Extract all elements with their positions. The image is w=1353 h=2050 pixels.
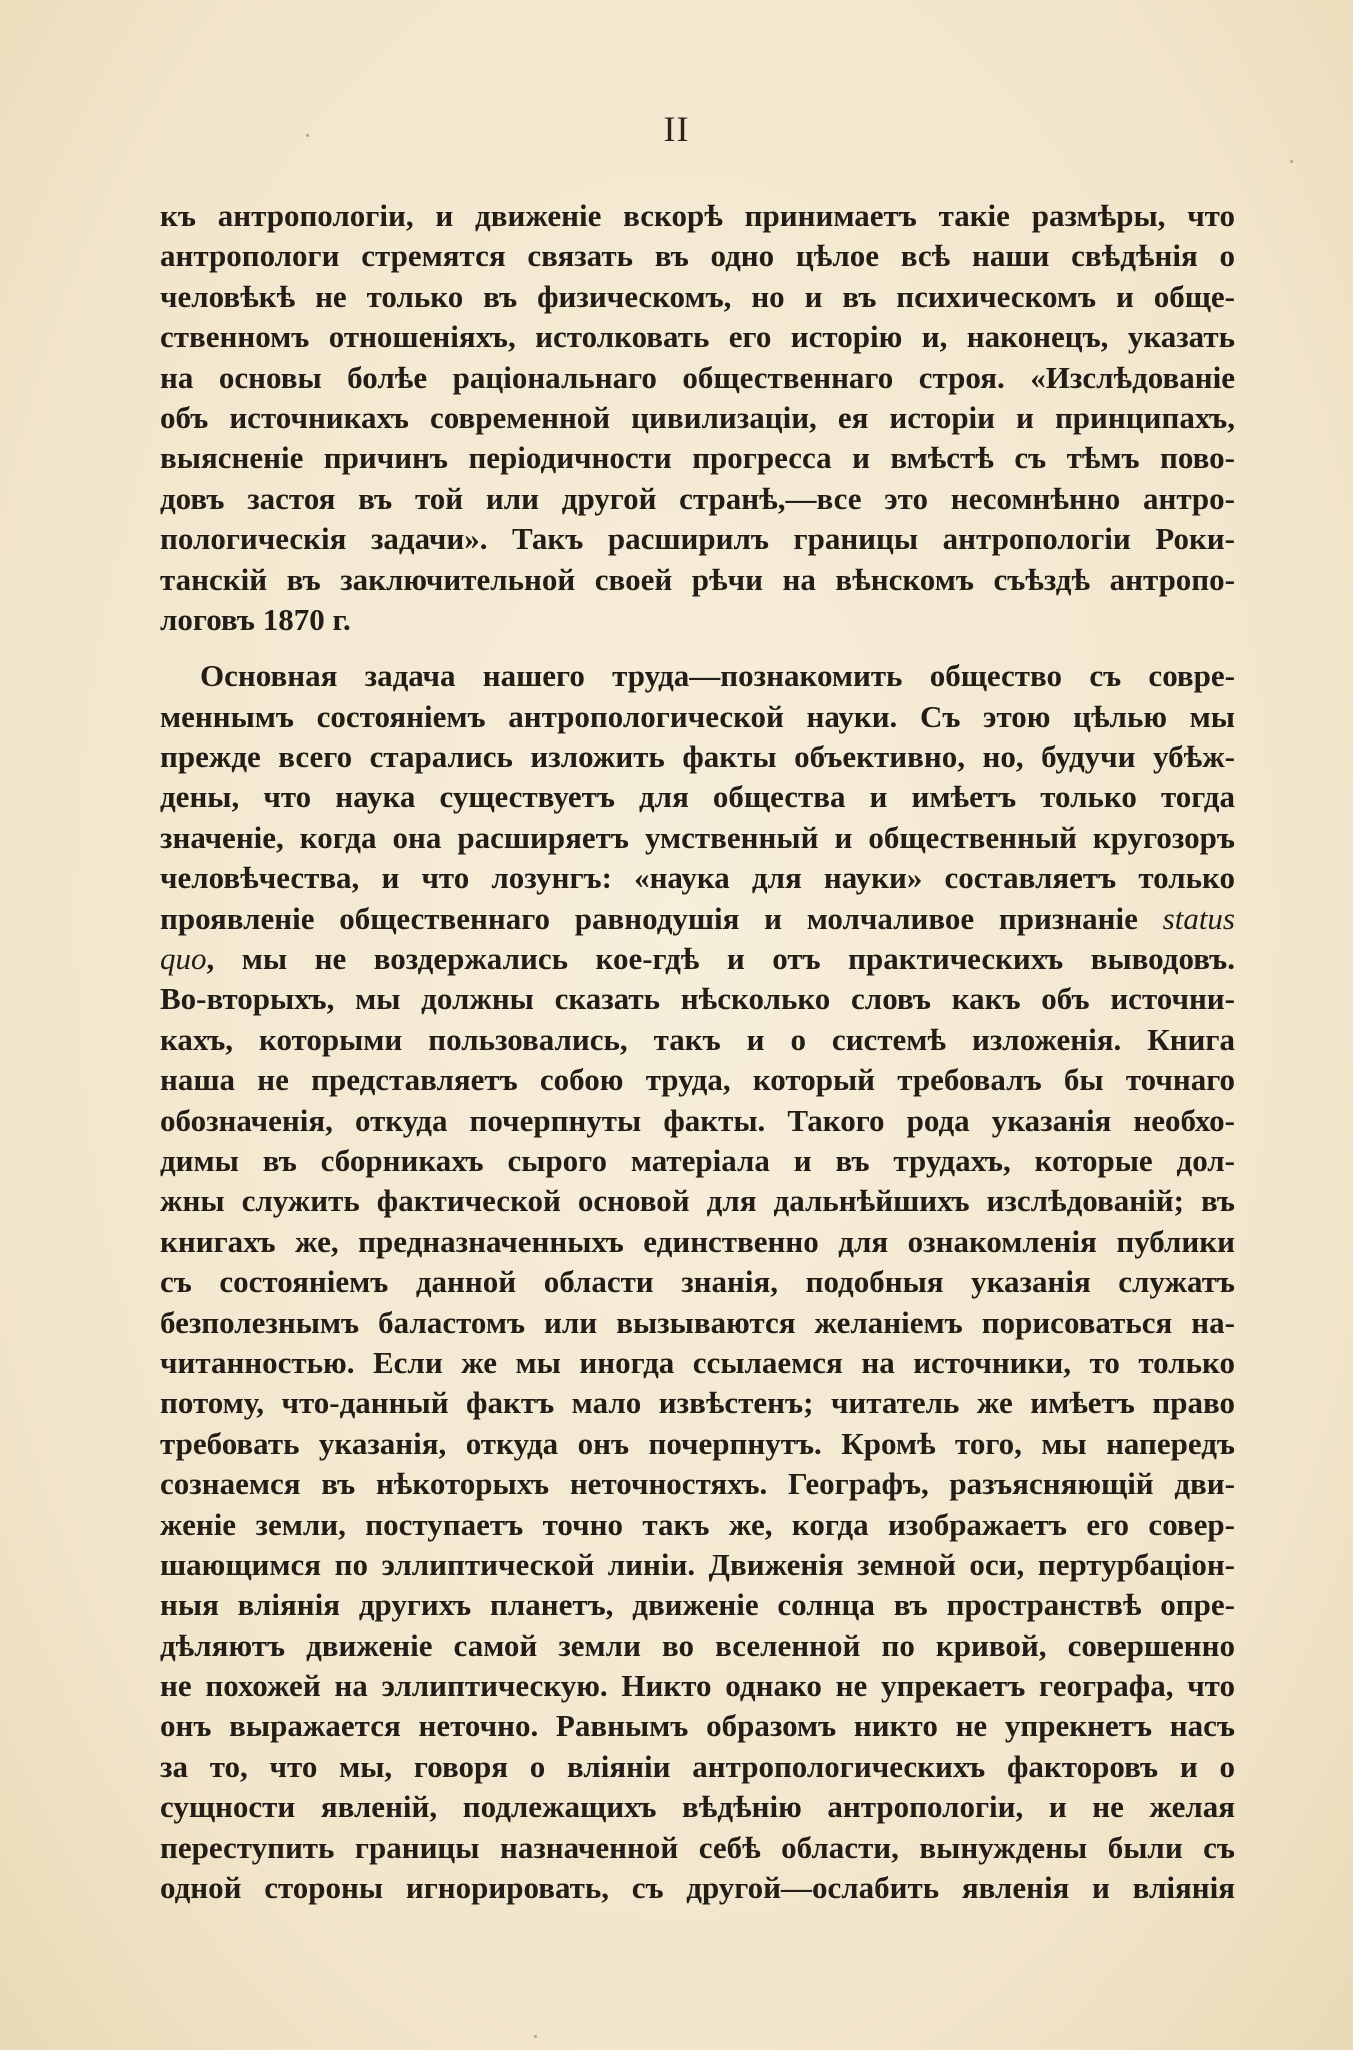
paper-speck [306,134,309,137]
text-line: дѣляютъ движеніе самой земли во вселенной по кривой, совершенно [160,1627,1235,1663]
text-line: танскій въ заключительной своей рѣчи на вѣнскомъ съѣздѣ антропо- [160,561,1235,597]
text-line: жны служить фактической основой для дальнѣйшихъ изслѣдованій; въ [160,1183,1235,1219]
text-line: къ антропологіи, и движеніе вскорѣ принимаетъ такіе размѣры, что [160,198,1235,233]
text-line: требовать указанія, откуда онъ почерпнутъ. Кромѣ того, мы напередъ [160,1425,1235,1461]
text-line: сознаемся въ нѣкоторыхъ неточностяхъ. Географъ, разъясняющій дви- [160,1466,1235,1502]
text-line: наша не представляетъ собою труда, который требовалъ бы точнаго [160,1062,1235,1098]
text-line: онъ выражается неточно. Равнымъ образомъ никто не упрекнетъ насъ [160,1708,1235,1744]
page-number: II [663,109,690,149]
italic-latin-term: quo [160,941,207,977]
text-segment: проявленіе общественнаго равнодушія и молчаливое признаніе [160,900,1163,936]
text-line: на основы болѣе раціональнаго общественнаго строя. «Изслѣдованіе [160,359,1235,395]
text-line: одной стороны игнорировать, съ другой—ослабить явленія и вліянія [160,1870,1235,1906]
text-line: Основная задача нашего труда—познакомить общество съ совре- [200,658,1235,694]
paper-speck [534,2035,537,2038]
text-line [160,939,1235,979]
text-line: дены, что наука существуетъ для общества и имѣетъ только тогда [160,779,1235,815]
text-line: меннымъ состояніемъ антропологической науки. Съ этою цѣлью мы [160,698,1235,734]
text-line: переступить границы назначенной себѣ области, вынуждены были съ [160,1829,1235,1865]
text-line: съ состояніемъ данной области знанія, подобныя указанія служатъ [160,1264,1235,1300]
text-line: пологическія задачи». Такъ расширилъ границы антропологіи Роки- [160,521,1235,557]
text-line: ственномъ отношеніяхъ, истолковать его исторію и, наконецъ, указать [160,319,1235,355]
text-line: человѣкѣ не только въ физическомъ, но и въ психическомъ и обще- [160,278,1235,314]
text-line: обозначенія, откуда почерпнуты факты. Такого рода указанія необхо- [160,1102,1235,1138]
text-line: за то, что мы, говоря о вліяніи антропологическихъ факторовъ и о [160,1748,1235,1784]
text-line: довъ застоя въ той или другой странѣ,—все это несомнѣнно антро- [160,480,1235,516]
text-line: женіе земли, поступаетъ точно такъ же, когда изображаетъ его совер- [160,1506,1235,1542]
italic-latin-term: status [1162,900,1235,936]
text-line [160,899,1235,939]
text-line: потому, что-данный фактъ мало извѣстенъ; читатель же имѣетъ право [160,1385,1235,1421]
text-line: кахъ, которыми пользовались, такъ и о системѣ изложенія. Книга [160,1021,1235,1057]
text-line: сущности явленій, подлежащихъ вѣдѣнію антропологіи, и не желая [160,1789,1235,1825]
text-line: читанностью. Если же мы иногда ссылаемся на источники, то только [160,1344,1235,1380]
text-line: прежде всего старались изложить факты объективно, но, будучи убѣж- [160,739,1235,775]
paragraph-gap [160,640,1235,656]
paragraph-1 [160,196,1235,640]
text-line: логовъ 1870 г. [160,601,351,637]
text-line: значеніе, когда она расширяетъ умственный и общественный кругозоръ [160,819,1235,855]
text-line: антропологи стремятся связать въ одно цѣлое всѣ наши свѣдѣнія о [160,238,1235,274]
text-line: объ источникахъ современной цивилизаціи, ея исторіи и принципахъ, [160,399,1235,435]
text-line: ныя вліянія другихъ планетъ, движеніе солнца въ пространствѣ опре- [160,1587,1235,1623]
paper-speck [1290,160,1293,163]
text-line: не похожей на эллиптическую. Никто однако не упрекаетъ географа, что [160,1668,1235,1704]
text-line: выясненіе причинъ періодичности прогресса и вмѣстѣ съ тѣмъ пово- [160,440,1235,476]
text-line: шающимся по эллиптической линіи. Движенія земной оси, пертурбаціон- [160,1546,1235,1582]
text-line: Во-вторыхъ, мы должны сказать нѣсколько словъ какъ объ источни- [160,981,1235,1017]
paragraph-2 [160,656,1235,1908]
text-line: безполезнымъ баластомъ или вызываются желаніемъ порисоваться на- [160,1304,1235,1340]
body-text [160,196,1235,1908]
text-line: книгахъ же, предназначенныхъ единственно для ознакомленія публики [160,1223,1235,1259]
text-segment: , мы не воздержались кое-гдѣ и отъ практическихъ выводовъ. [206,941,1235,977]
text-line: человѣчества, и что лозунгъ: «наука для науки» составляетъ только [160,860,1235,896]
text-line: димы въ сборникахъ сырого матеріала и въ трудахъ, которые дол- [160,1142,1235,1178]
